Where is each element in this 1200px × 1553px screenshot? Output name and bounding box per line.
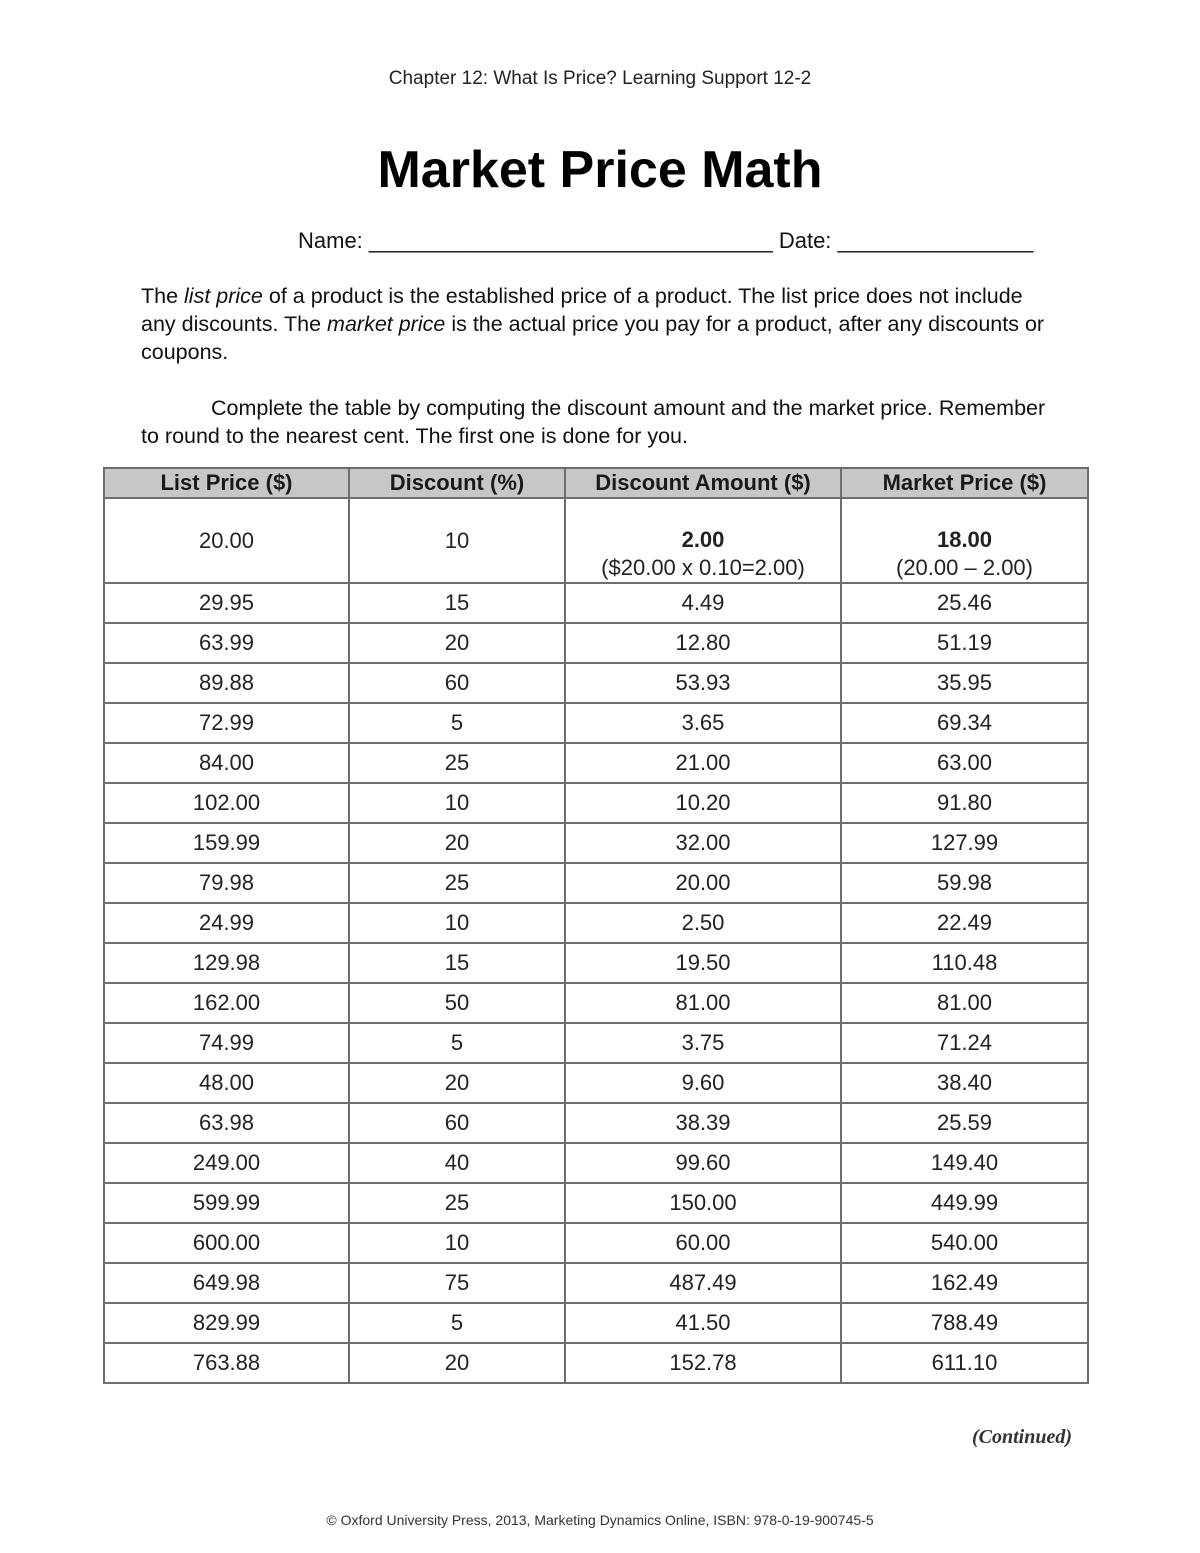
row-market-price: 35.95	[841, 663, 1088, 703]
row-list-price: 162.00	[104, 983, 349, 1023]
row-discount-amount: 38.39	[565, 1103, 841, 1143]
term-market-price: market price	[327, 312, 446, 336]
row-discount: 20	[349, 823, 565, 863]
row-market-price: 91.80	[841, 783, 1088, 823]
row-discount-amount: 32.00	[565, 823, 841, 863]
example-discount-amount-cell	[565, 498, 841, 583]
row-discount: 75	[349, 1263, 565, 1303]
table-row	[104, 623, 1088, 663]
example-market-calc: (20.00 – 2.00)	[896, 555, 1033, 580]
header-list-price: List Price ($)	[104, 468, 349, 498]
row-discount-amount: 3.65	[565, 703, 841, 743]
row-discount: 5	[349, 1023, 565, 1063]
row-discount: 25	[349, 863, 565, 903]
row-discount: 25	[349, 1183, 565, 1223]
row-market-price: 162.49	[841, 1263, 1088, 1303]
instructions-text: Complete the table by computing the discount amount and the market price. Remember to round to the nearest cent. The first one is done for you.	[141, 396, 1046, 448]
row-list-price: 649.98	[104, 1263, 349, 1303]
row-discount-amount: 9.60	[565, 1063, 841, 1103]
row-discount-amount: 20.00	[565, 863, 841, 903]
table-row	[104, 703, 1088, 743]
intro-text-a: The	[141, 284, 185, 308]
price-table	[103, 467, 1089, 1384]
instructions-paragraph	[141, 394, 1061, 450]
row-discount-amount: 12.80	[565, 623, 841, 663]
date-label: Date:	[778, 228, 832, 253]
example-discount: 10	[349, 498, 565, 583]
row-discount: 5	[349, 1303, 565, 1343]
table-row	[104, 983, 1088, 1023]
row-discount: 50	[349, 983, 565, 1023]
row-list-price: 79.98	[104, 863, 349, 903]
row-discount-amount: 60.00	[565, 1223, 841, 1263]
table-row	[104, 863, 1088, 903]
term-list-price: list price	[184, 284, 263, 308]
row-market-price: 611.10	[841, 1343, 1088, 1383]
row-market-price: 449.99	[841, 1183, 1088, 1223]
row-list-price: 29.95	[104, 583, 349, 623]
row-list-price: 48.00	[104, 1063, 349, 1103]
table-row	[104, 1103, 1088, 1143]
row-list-price: 249.00	[104, 1143, 349, 1183]
row-discount-amount: 3.75	[565, 1023, 841, 1063]
row-market-price: 110.48	[841, 943, 1088, 983]
row-market-price: 22.49	[841, 903, 1088, 943]
table-row	[104, 1023, 1088, 1063]
row-discount: 25	[349, 743, 565, 783]
row-list-price: 600.00	[104, 1223, 349, 1263]
row-discount: 5	[349, 703, 565, 743]
row-discount-amount: 2.50	[565, 903, 841, 943]
intro-paragraph	[141, 282, 1061, 366]
row-discount-amount: 41.50	[565, 1303, 841, 1343]
table-header-row	[104, 468, 1088, 498]
row-market-price: 81.00	[841, 983, 1088, 1023]
table-row	[104, 1343, 1088, 1383]
row-list-price: 763.88	[104, 1343, 349, 1383]
row-discount: 10	[349, 783, 565, 823]
row-discount-amount: 19.50	[565, 943, 841, 983]
row-market-price: 71.24	[841, 1023, 1088, 1063]
row-discount: 10	[349, 903, 565, 943]
table-row	[104, 583, 1088, 623]
copyright-footer: © Oxford University Press, 2013, Marketing Dynamics Online, ISBN: 978-0-19-900745-5	[326, 1512, 874, 1528]
row-list-price: 72.99	[104, 703, 349, 743]
table-row	[104, 663, 1088, 703]
continued-note: (Continued)	[971, 1426, 1072, 1448]
row-discount-amount: 81.00	[565, 983, 841, 1023]
row-list-price: 599.99	[104, 1183, 349, 1223]
row-list-price: 129.98	[104, 943, 349, 983]
example-list-price: 20.00	[104, 498, 349, 583]
row-discount: 15	[349, 583, 565, 623]
row-market-price: 149.40	[841, 1143, 1088, 1183]
table-row	[104, 743, 1088, 783]
example-market-price-cell	[841, 498, 1088, 583]
table-row	[104, 1143, 1088, 1183]
name-label: Name:	[298, 228, 363, 253]
chapter-header: Chapter 12: What Is Price? Learning Support 12-2	[388, 68, 812, 89]
row-discount-amount: 53.93	[565, 663, 841, 703]
row-discount-amount: 487.49	[565, 1263, 841, 1303]
row-discount-amount: 152.78	[565, 1343, 841, 1383]
row-discount: 10	[349, 1223, 565, 1263]
row-market-price: 25.59	[841, 1103, 1088, 1143]
page-title: Market Price Math	[377, 141, 823, 199]
row-discount: 60	[349, 663, 565, 703]
row-discount-amount: 150.00	[565, 1183, 841, 1223]
row-list-price: 74.99	[104, 1023, 349, 1063]
example-discount-amount: 2.00	[681, 527, 725, 552]
row-list-price: 89.88	[104, 663, 349, 703]
row-discount: 20	[349, 623, 565, 663]
row-list-price: 829.99	[104, 1303, 349, 1343]
table-row	[104, 783, 1088, 823]
row-market-price: 25.46	[841, 583, 1088, 623]
row-discount-amount: 4.49	[565, 583, 841, 623]
intro-text-b: of a product is the established price of a product. The list price does not include any discounts. The	[141, 284, 1023, 336]
table-row	[104, 943, 1088, 983]
intro-text-c: is the actual price you pay for a product, after any discounts or coupons.	[141, 312, 1045, 364]
row-list-price: 63.98	[104, 1103, 349, 1143]
row-list-price: 159.99	[104, 823, 349, 863]
header-discount-amount: Discount Amount ($)	[565, 468, 841, 498]
row-market-price: 51.19	[841, 623, 1088, 663]
date-blank: ________________	[837, 228, 1034, 253]
row-market-price: 69.34	[841, 703, 1088, 743]
row-market-price: 540.00	[841, 1223, 1088, 1263]
name-blank: _________________________________	[368, 228, 773, 253]
row-market-price: 59.98	[841, 863, 1088, 903]
example-row	[104, 498, 1088, 583]
header-discount: Discount (%)	[349, 468, 565, 498]
row-market-price: 127.99	[841, 823, 1088, 863]
table-row	[104, 1183, 1088, 1223]
row-market-price: 788.49	[841, 1303, 1088, 1343]
row-discount-amount: 21.00	[565, 743, 841, 783]
row-list-price: 102.00	[104, 783, 349, 823]
row-market-price: 63.00	[841, 743, 1088, 783]
example-discount-calc: ($20.00 x 0.10=2.00)	[601, 555, 805, 580]
row-discount-amount: 10.20	[565, 783, 841, 823]
table-row	[104, 1263, 1088, 1303]
row-discount: 20	[349, 1343, 565, 1383]
example-market-price: 18.00	[936, 527, 993, 552]
table-row	[104, 1223, 1088, 1263]
name-date-line	[298, 228, 1033, 254]
header-market-price: Market Price ($)	[841, 468, 1088, 498]
row-list-price: 24.99	[104, 903, 349, 943]
table-row	[104, 903, 1088, 943]
table-row	[104, 823, 1088, 863]
row-discount: 40	[349, 1143, 565, 1183]
table-row	[104, 1303, 1088, 1343]
row-list-price: 84.00	[104, 743, 349, 783]
table-row	[104, 1063, 1088, 1103]
row-list-price: 63.99	[104, 623, 349, 663]
row-discount: 20	[349, 1063, 565, 1103]
row-discount: 60	[349, 1103, 565, 1143]
row-discount: 15	[349, 943, 565, 983]
row-market-price: 38.40	[841, 1063, 1088, 1103]
row-discount-amount: 99.60	[565, 1143, 841, 1183]
